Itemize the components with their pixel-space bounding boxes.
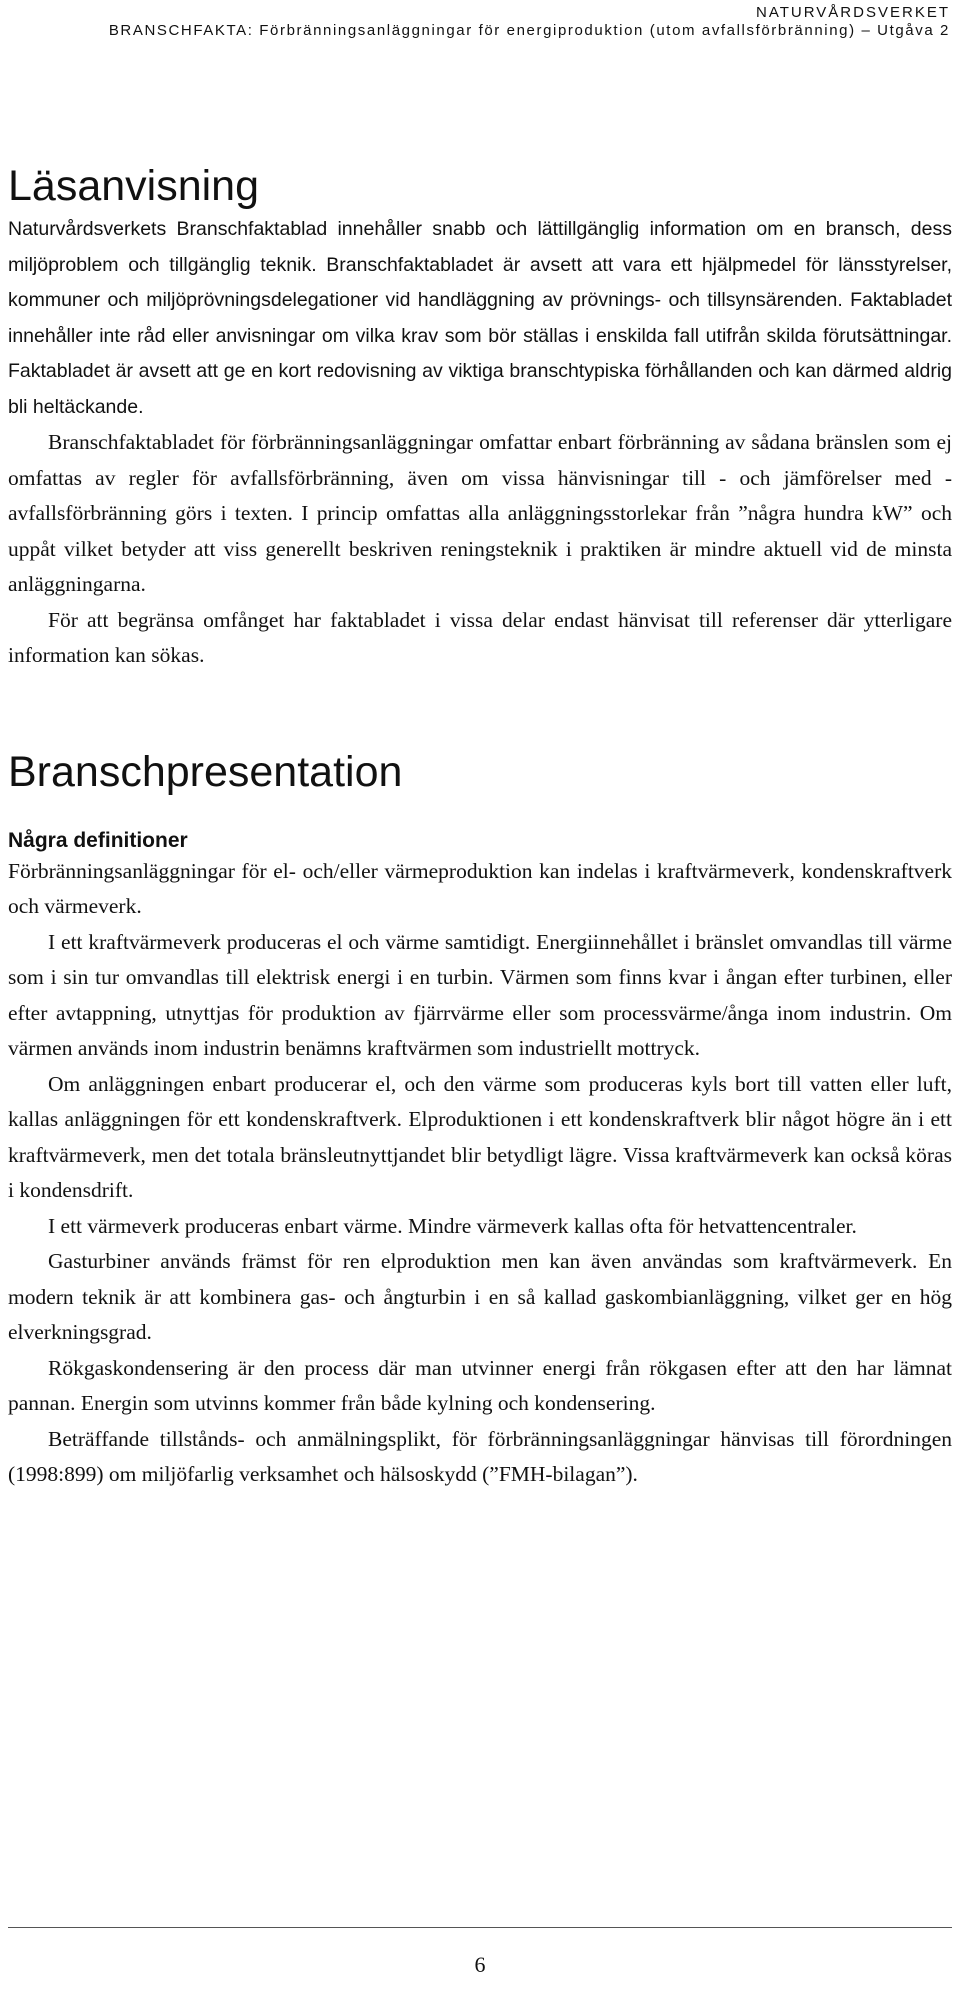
- body-paragraph: För att begränsa omfånget har faktabladet i vissa delar endast hänvisat till referenser där ytterligare information kan sökas.: [8, 607, 952, 667]
- page-content: [8, 160, 952, 1493]
- section-title-branschpresentation: Branschpresentation: [8, 747, 403, 796]
- running-header: [0, 4, 950, 40]
- body-paragraph: I ett värmeverk produceras enbart värme. Mindre värmeverk kallas ofta för hetvattencentraler.: [48, 1213, 857, 1238]
- header-subtitle: BRANSCHFAKTA: Förbränningsanläggningar för energiproduktion (utom avfallsförbränning) – Utgåva 2: [108, 22, 950, 39]
- body-paragraph: Beträffande tillstånds- och anmälningsplikt, för förbränningsanläggningar hänvisas till förordningen (1998:899) om miljöfarlig verksamhet och hälsoskydd (”FMH-bilagan”).: [8, 1426, 952, 1486]
- body-paragraph: Förbränningsanläggningar för el- och/eller värmeproduktion kan indelas i kraftvärmeverk, kondenskraftverk och värmeverk.: [8, 858, 952, 918]
- subheading-definitioner: Några definitioner: [8, 828, 188, 852]
- body-paragraph: Rökgaskondensering är den process där man utvinner energi från rökgasen efter att den har lämnat pannan. Energin som utvinns kommer från både kylning och kondensering.: [8, 1355, 952, 1415]
- body-paragraph: I ett kraftvärmeverk produceras el och värme samtidigt. Energiinnehållet i bränslet omvandlas till värme som i sin tur omvandlas till elektrisk energi i en turbin. Värmen som finns kvar i ångan efter turbinen, eller efter avtappning, utnyttjas för produktion av fjärrvärme eller som processvärme/ånga inom industrin. Om värmen används inom industrin benämns kraftvärmen som industriellt mottryck.: [8, 929, 952, 1060]
- body-paragraph: Gasturbiner används främst för ren elproduktion men kan även användas som kraftvärmeverk. En modern teknik är att kombinera gas- och ångturbin i en så kallad gaskombianläggning, vilket ger en hög elverkningsgrad.: [8, 1249, 952, 1344]
- intro-paragraph: Naturvårdsverkets Branschfaktablad innehåller snabb och lättillgänglig information om en bransch, dess miljöproblem och tillgänglig teknik. Branschfaktabladet är avsett att vara ett hjälpmedel för länsstyrelser, kommuner och miljöprövningsdelegationer vid handläggning av prövnings- och tillsynsärenden. Faktabladet innehåller inte råd eller anvisningar om vilka krav som bör ställas i enskilda fall utifrån skilda förutsättningar. Faktabladet är avsett att ge en kort redovisning av viktiga branschtypiska förhållanden och kan därmed aldrig bli heltäckande.: [8, 218, 952, 418]
- body-paragraph: Branschfaktabladet för förbränningsanläggningar omfattar enbart förbränning av sådana bränslen som ej omfattas av regler för avfallsförbränning, även om vissa hänvisningar till - och jämförelser med - avfallsförbränning görs i texten. I princip omfattas alla anläggningsstorlekar från ”några hundra kW” och uppåt vilket betyder att viss generellt beskriven reningsteknik i praktiken är mindre aktuell vid de minsta anläggningarna.: [8, 430, 952, 596]
- footer-divider: [8, 1927, 952, 1928]
- page-number: 6: [474, 1952, 486, 1977]
- body-paragraph: Om anläggningen enbart producerar el, och den värme som produceras kyls bort till vatten eller luft, kallas anläggningen för ett kondenskraftverk. Elproduktionen i ett kondenskraftverk blir något högre än i ett kraftvärmeverk, men det totala bränsleutnyttjandet blir betydligt lägre. Vissa kraftvärmeverk kan också köras i kondensdrift.: [8, 1071, 952, 1202]
- section-title-lasanvisning: Läsanvisning: [8, 162, 260, 210]
- header-organization: NATURVÅRDSVERKET: [756, 4, 950, 21]
